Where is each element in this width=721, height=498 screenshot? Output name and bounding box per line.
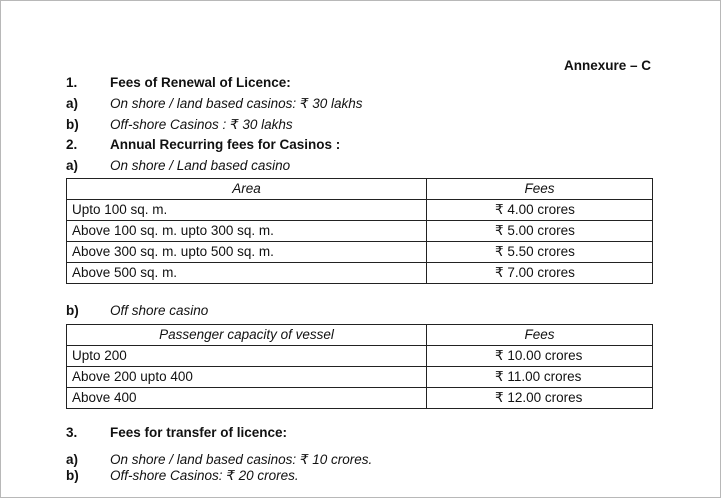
- table-header-row: [67, 179, 653, 200]
- column-header-area: Area: [67, 179, 427, 200]
- fees-cell: ₹ 5.50 crores: [427, 242, 653, 263]
- area-cell: Above 500 sq. m.: [67, 263, 427, 284]
- item-text: On shore / land based casinos: ₹ 30 lakhs: [110, 96, 363, 111]
- area-cell: Upto 100 sq. m.: [67, 200, 427, 221]
- item-text: Off-shore Casinos : ₹ 30 lakhs: [110, 117, 293, 132]
- item-label: a): [66, 452, 79, 467]
- table-row: [67, 200, 653, 221]
- capacity-cell: Above 200 upto 400: [67, 367, 427, 388]
- table-row: [67, 242, 653, 263]
- item-text: On shore / Land based casino: [110, 158, 291, 173]
- fees-cell: ₹ 5.00 crores: [427, 221, 653, 242]
- item-text: Off shore casino: [110, 303, 209, 318]
- table-row: [67, 221, 653, 242]
- fees-cell: ₹ 11.00 crores: [427, 367, 653, 388]
- item-text: On shore / land based casinos: ₹ 10 crores.: [110, 452, 373, 467]
- table-row: [67, 346, 653, 367]
- fees-cell: ₹ 4.00 crores: [427, 200, 653, 221]
- item-label: b): [66, 303, 79, 318]
- table-header-row: [67, 325, 653, 346]
- item-label: b): [66, 117, 79, 132]
- table-row: [67, 388, 653, 409]
- onshore-fees-table: [66, 178, 653, 284]
- section-1-number: 1.: [66, 75, 78, 90]
- item-text: Off-shore Casinos: ₹ 20 crores.: [110, 468, 299, 483]
- item-label: b): [66, 468, 79, 483]
- annexure-label: Annexure – C: [563, 58, 651, 73]
- table-row: [67, 263, 653, 284]
- fees-cell: ₹ 7.00 crores: [427, 263, 653, 284]
- section-1-title: Fees of Renewal of Licence:: [110, 75, 291, 90]
- offshore-fees-table: [66, 324, 653, 409]
- capacity-cell: Upto 200: [67, 346, 427, 367]
- column-header-capacity: Passenger capacity of vessel: [67, 325, 427, 346]
- section-2-title: Annual Recurring fees for Casinos :: [110, 137, 341, 152]
- section-2-number: 2.: [66, 137, 78, 152]
- capacity-cell: Above 400: [67, 388, 427, 409]
- area-cell: Above 300 sq. m. upto 500 sq. m.: [67, 242, 427, 263]
- fees-cell: ₹ 12.00 crores: [427, 388, 653, 409]
- item-label: a): [66, 96, 79, 111]
- area-cell: Above 100 sq. m. upto 300 sq. m.: [67, 221, 427, 242]
- column-header-fees: Fees: [427, 325, 653, 346]
- section-3-title: Fees for transfer of licence:: [110, 425, 288, 440]
- column-header-fees: Fees: [427, 179, 653, 200]
- table-row: [67, 367, 653, 388]
- section-3-number: 3.: [66, 425, 78, 440]
- item-label: a): [66, 158, 79, 173]
- fees-cell: ₹ 10.00 crores: [427, 346, 653, 367]
